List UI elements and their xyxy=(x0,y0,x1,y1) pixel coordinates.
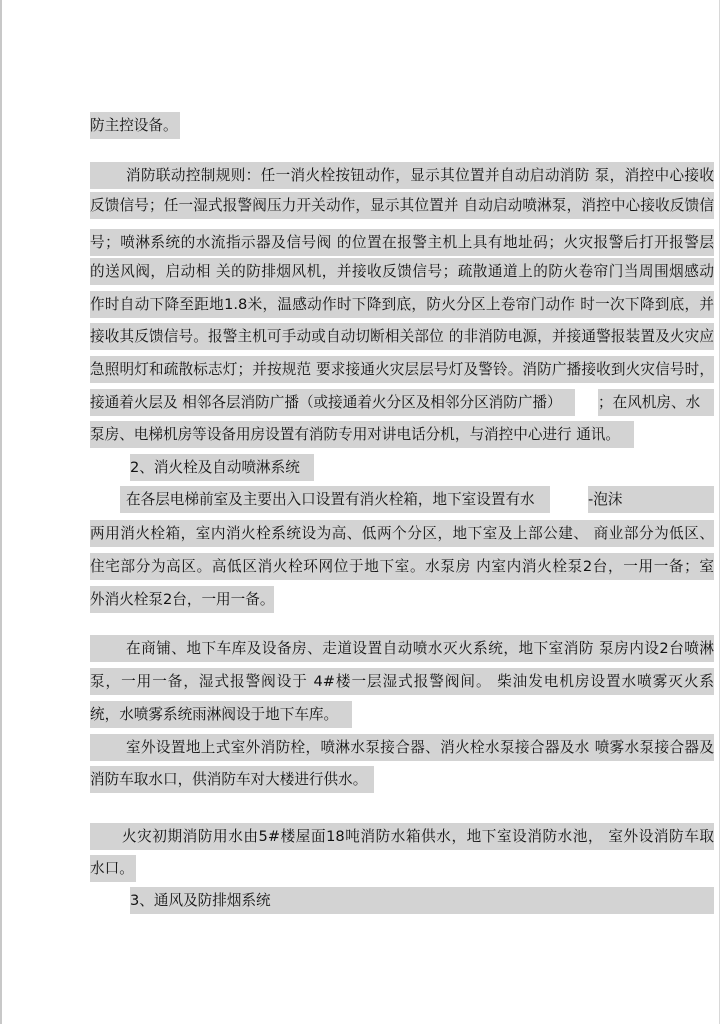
text-line: 号；喷淋系统的水流指示器及信号阀 的位置在报警主机上具有地址码；火灾报警后打开报警层 xyxy=(90,229,714,256)
text-line: 急照明灯和疏散标志灯；并按规范 要求接通火灾层层号灯及警铃。消防广播接收到火灾信号时， xyxy=(90,356,714,383)
text-line: 泵房、电梯机房等设备用房设置有消防专用对讲电话分机，与消控中心进行 通讯。 xyxy=(90,421,634,448)
text-line: 作时自动下降至距地1.8米，温感动作时下降到底，防火分区上卷帘门动作 时一次下降到底，并 xyxy=(90,291,714,318)
text-line: 在商铺、地下车库及设备房、走道设置自动喷水灭火系统，地下室消防 泵房内设2台喷淋 xyxy=(90,635,714,662)
text-line: 两用消火栓箱，室内消火栓系统设为高、低两个分区，地下室及上部公建、 商业部分为低区、 xyxy=(90,520,714,547)
text-line: 接通着火层及 相邻各层消防广播（或接通着火分区及相邻分区消防广播） xyxy=(90,389,575,416)
text-line: 接收其反馈信号。报警主机可手动或自动切断相关部位 的非消防电源，并接通警报装置及火灾应 xyxy=(90,323,714,350)
text-line: 水口。 xyxy=(90,855,136,882)
text-line: 反馈信号；任一湿式报警阀压力开关动作，显示其位置并 自动启动喷淋泵，消控中心接收反馈信 xyxy=(90,192,714,219)
section-heading: 3、通风及防排烟系统 xyxy=(130,887,714,914)
page-edge-left xyxy=(0,0,2,1024)
text-line: ；在风机房、水 xyxy=(598,389,714,416)
text-line: 统，水喷雾系统雨淋阀设于地下车库。 xyxy=(90,701,352,728)
text-line: 消防车取水口，供消防车对大楼进行供水。 xyxy=(90,766,374,793)
text-line: 在各层电梯前室及主要出入口设置有消火栓箱，地下室设置有水 xyxy=(120,486,550,513)
section-heading: 2、消火栓及自动喷淋系统 xyxy=(130,454,314,481)
text-line: 消防联动控制规则：任一消火栓按钮动作，显示其位置并自动启动消防 泵，消控中心接收 xyxy=(90,162,714,189)
text-line: 住宅部分为高区。高低区消火栓环网位于地下室。水泵房 内室内消火栓泵2台，一用一备；室 xyxy=(90,553,714,580)
text-line: 外消火栓泵2台，一用一备。 xyxy=(90,586,274,613)
text-line: 火灾初期消防用水由5#楼屋面18吨消防水箱供水，地下室设消防水池， 室外设消防车取 xyxy=(90,823,714,850)
text-line: 防主控设备。 xyxy=(90,112,180,139)
text-line: 的送风阀，启动相 关的防排烟风机，并接收反馈信号；疏散通道上的防火卷帘门当周围烟感动 xyxy=(90,258,714,285)
text-line: 室外设置地上式室外消防栓，喷淋水泵接合器、消火栓水泵接合器及水 喷雾水泵接合器及 xyxy=(90,734,714,761)
text-line: -泡沫 xyxy=(588,486,714,513)
text-line: 泵，一用一备，湿式报警阀设于 4#楼一层湿式报警阀间。 柴油发电机房设置水喷雾灭火系 xyxy=(90,668,714,695)
